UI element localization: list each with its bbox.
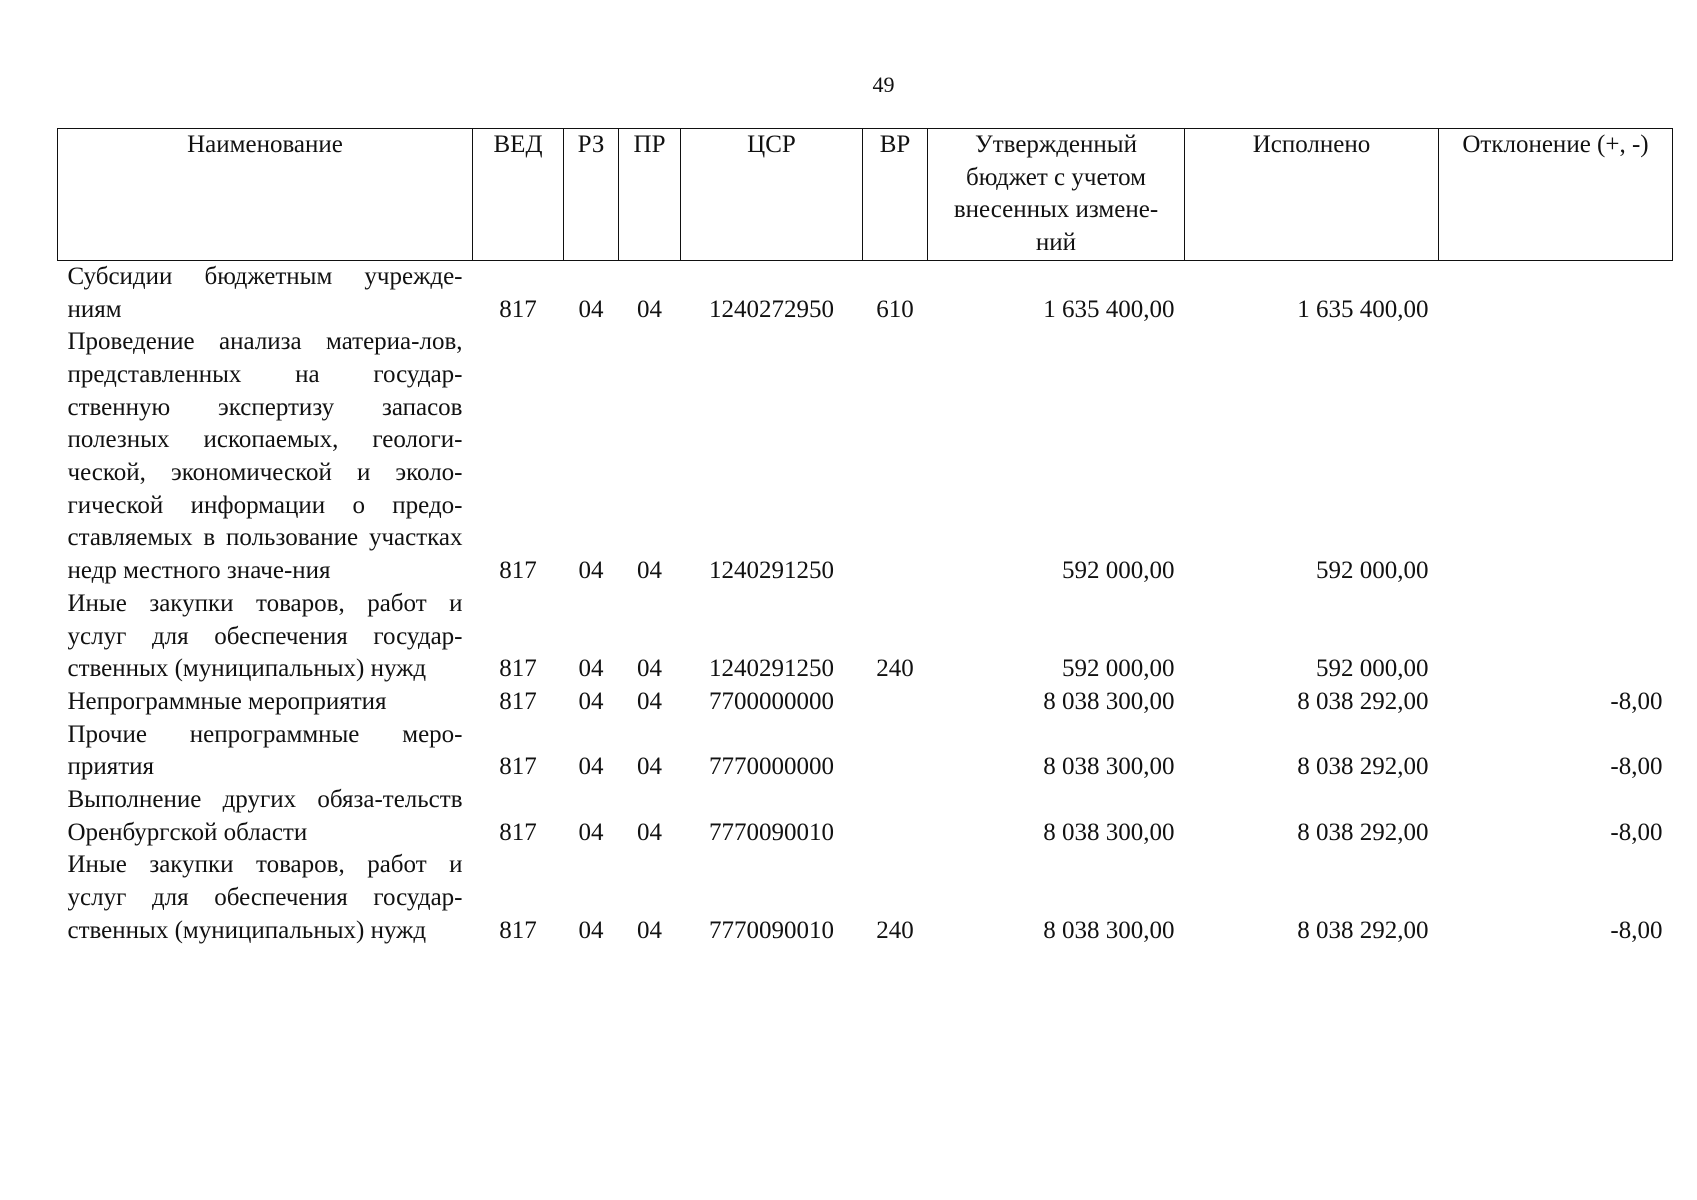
- cell-deviation: -8,00: [1610, 687, 1663, 715]
- cell-csr: 7770090010: [709, 818, 834, 846]
- cell-pr: 04: [637, 753, 662, 781]
- cell-deviation: [1439, 326, 1673, 588]
- cell-csr: 1240291250: [709, 557, 834, 585]
- cell-ved: 817: [499, 295, 537, 323]
- cell-executed: 8 038 292,00: [1297, 916, 1429, 944]
- cell-vr: 610: [876, 295, 914, 323]
- cell-csr: 7700000000: [709, 687, 834, 715]
- cell-csr: 7770000000: [709, 753, 834, 781]
- cell-vr: [863, 719, 928, 784]
- table-row: [58, 326, 1673, 588]
- cell-ved: 817: [499, 557, 537, 585]
- cell-rz: 04: [578, 295, 604, 323]
- table-header: [58, 129, 1673, 261]
- header-csr: ЦСР: [681, 129, 863, 261]
- table-row: [58, 686, 1673, 719]
- cell-deviation: -8,00: [1610, 916, 1663, 944]
- cell-approved: 8 038 300,00: [1043, 818, 1175, 846]
- cell-executed: 8 038 292,00: [1297, 687, 1429, 715]
- cell-ved: 817: [499, 753, 537, 781]
- cell-name: Выполнение других обяза-тельств Оренбургской области: [67, 786, 463, 846]
- table-row: [58, 260, 1673, 326]
- cell-rz: 04: [578, 818, 604, 846]
- table-row: [58, 588, 1673, 686]
- page-number: 49: [872, 72, 895, 97]
- cell-name: Иные закупки товаров, работ и услуг для обеспечения государ-ственных (муниципальных) нужд: [67, 589, 463, 683]
- cell-approved: 592 000,00: [1062, 557, 1175, 585]
- header-deviation: Отклонение (+, -): [1439, 129, 1673, 261]
- cell-ved: 817: [499, 818, 537, 846]
- table-row: [58, 849, 1673, 947]
- cell-csr: 1240291250: [709, 655, 834, 683]
- budget-table: [57, 128, 1673, 948]
- cell-name: Прочие непрограммные меро-приятия: [67, 720, 463, 781]
- cell-executed: 1 635 400,00: [1297, 295, 1429, 323]
- cell-pr: 04: [637, 295, 662, 323]
- cell-pr: 04: [637, 916, 662, 944]
- cell-executed: 592 000,00: [1316, 557, 1429, 585]
- cell-name: Проведение анализа материа-лов, представленных на государ-ственную экспертизу запасов полезных ископаемых, геологи-ческой, экономической и эколо-гической информации о предо-ставляемых в пользование участках недр местного значе-ния: [67, 328, 463, 585]
- cell-csr: 7770090010: [709, 916, 834, 944]
- cell-vr: 240: [876, 916, 914, 944]
- header-name: Наименование: [58, 129, 473, 261]
- cell-rz: 04: [578, 916, 604, 944]
- cell-rz: 04: [578, 655, 604, 683]
- cell-ved: 817: [499, 916, 537, 944]
- cell-deviation: [1439, 588, 1673, 686]
- cell-deviation: [1439, 260, 1673, 326]
- cell-deviation: -8,00: [1610, 818, 1663, 846]
- header-vr: ВР: [863, 129, 928, 261]
- header-ved: ВЕД: [473, 129, 564, 261]
- cell-csr: 1240272950: [709, 295, 834, 323]
- cell-pr: 04: [637, 557, 662, 585]
- cell-vr: [863, 784, 928, 849]
- cell-approved: 592 000,00: [1062, 655, 1175, 683]
- cell-vr: [863, 326, 928, 588]
- cell-rz: 04: [578, 753, 604, 781]
- cell-pr: 04: [637, 655, 662, 683]
- cell-executed: 592 000,00: [1316, 655, 1429, 683]
- cell-ved: 817: [499, 655, 537, 683]
- cell-ved: 817: [499, 687, 537, 715]
- table-row: [58, 784, 1673, 849]
- cell-name: Непрограммные мероприятия: [67, 687, 387, 715]
- table-body: [58, 260, 1673, 947]
- cell-name: Субсидии бюджетным учрежде-ниям: [67, 262, 463, 323]
- header-row: [58, 129, 1673, 261]
- cell-vr: [863, 686, 928, 719]
- cell-executed: 8 038 292,00: [1297, 818, 1429, 846]
- header-approved: Утвержденный бюджет с учетом внесенных измене-ний: [928, 129, 1185, 261]
- cell-deviation: -8,00: [1610, 753, 1663, 781]
- header-executed: Исполнено: [1185, 129, 1439, 261]
- cell-approved: 1 635 400,00: [1043, 295, 1175, 323]
- header-pr: ПР: [619, 129, 681, 261]
- cell-name: Иные закупки товаров, работ и услуг для обеспечения государ-ственных (муниципальных) нужд: [67, 851, 463, 944]
- cell-vr: 240: [876, 655, 914, 683]
- cell-pr: 04: [637, 687, 662, 715]
- cell-rz: 04: [578, 687, 604, 715]
- cell-rz: 04: [578, 557, 604, 585]
- cell-approved: 8 038 300,00: [1043, 916, 1175, 944]
- cell-approved: 8 038 300,00: [1043, 753, 1175, 781]
- cell-executed: 8 038 292,00: [1297, 753, 1429, 781]
- header-rz: РЗ: [564, 129, 619, 261]
- cell-approved: 8 038 300,00: [1043, 687, 1175, 715]
- cell-pr: 04: [637, 818, 662, 846]
- table-row: [58, 719, 1673, 784]
